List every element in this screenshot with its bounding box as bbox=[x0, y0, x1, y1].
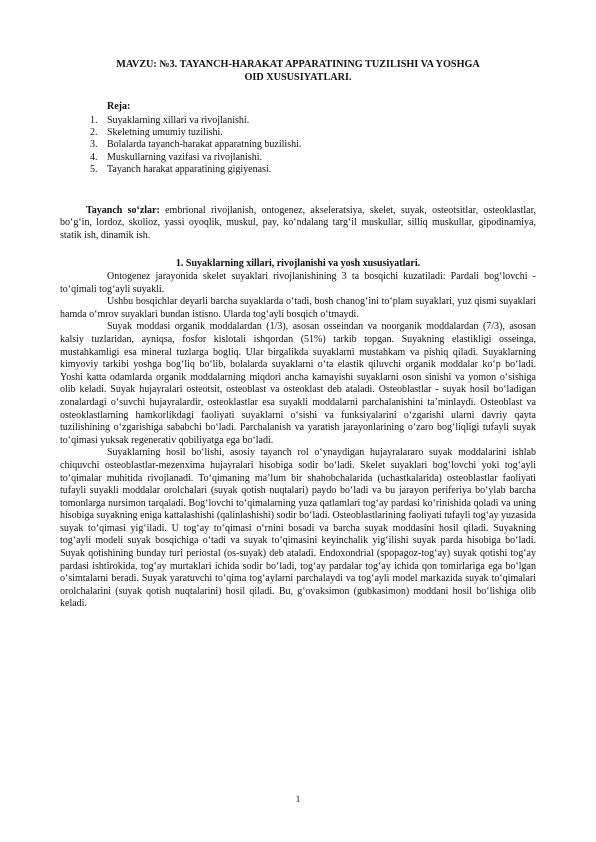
plan-item bbox=[90, 152, 536, 164]
plan-item-text: Skeletning umumiy tuzilishi. bbox=[107, 127, 223, 138]
plan-item bbox=[90, 127, 536, 139]
plan-item-number: 1. bbox=[90, 114, 98, 126]
plan-item-number: 4. bbox=[90, 151, 98, 163]
body-paragraph: Ontogenez jarayonida skelet suyaklari rivojlanishining 3 ta bosqichi kuzatiladi: Pardali bog‘lovchi - to‘qimali tog‘ayli suyakli. bbox=[60, 271, 536, 295]
plan-item-number: 3. bbox=[90, 139, 98, 151]
body-paragraph: Ushbu bosqichlar deyarli barcha suyaklarda o‘tadi, bosh chanog‘ini to‘plam suyaklari, yuz qismi suyaklari hamda o‘mrov suyaklari bundan istisno. Ularda tog‘ayli bosqich o‘tmaydi. bbox=[60, 296, 536, 320]
plan-list bbox=[90, 115, 536, 177]
plan-item-number: 2. bbox=[90, 127, 98, 138]
keywords-paragraph bbox=[60, 205, 536, 243]
section-heading: 1. Suyaklarning xillari, rivojlanishi va yosh xususiyatlari. bbox=[175, 258, 421, 270]
plan-item-text: Suyaklarning xillari va rivojlanishi. bbox=[107, 114, 250, 126]
plan-item bbox=[90, 139, 536, 151]
page-number: 1 bbox=[295, 794, 301, 804]
plan-item-text: Bolalarda tayanch-harakat apparatning buzilishi. bbox=[107, 139, 302, 151]
document-title bbox=[60, 58, 536, 84]
body-paragraph: Suyaklarning hosil bo‘lishi, asosiy tayanch rol o‘ynaydigan hujayralararo suyak moddalarini ishlab chiquvchi osteoblastlar-mezenxima hujayralari hisobiga sodir bo‘ladi. Skelet suyaklari bog‘lovchi yoki tog‘ayli to‘qimalar muhitida rivojlanadi. To‘qimaning ma’lum bir shahobchalarida (uchastkalarida) osteoblastlar faoliyati tufayli suyakli moddalar orolchalari (suyak qotish nuqtalari) paydo bo‘ladi va bu jarayon periferiya bo‘ylab barcha tomonlarga nursimon tarqaladi. Bog‘lovchi to‘qimalarning yuza qatlamlari tog‘ay pardasi ko‘rinishida qoladi va uning hisobiga suyakning eniga kattalashishi (qalinlashishi) sodir bo‘ladi. Osteoblastlarining faoliyati tufayli tog‘ay yuzasida suyak to‘qimasi yig‘iladi. U tog‘ay to‘qimasi o‘rnini bosadi va barcha suyak moddasini hosil qiladi. Suyakning tog‘ayli modeli suyak bosqichiga o‘tadi va suyak to‘qimasini keyinchalik yig‘ilishi suyak parda hisobiga bo‘ladi. Suyak qotishining bunday turi periostal (os-suyak) deb ataladi. Endoxondrial (spopagoz-tog‘ay) suyak qotishi tog‘ay pardasi ishtirokida, tog‘ay murtaklari ichida sodir bo‘ladi, tog‘ay pardalar tog‘ay ichida qon tomirlariga ega bo‘lgan o‘simtalarni beradi. Suyak yaratuvchi to‘qima tog‘aylarni parchalaydi va tog‘ayli model markazida suyak to‘qimalari orolchalarini (suyak qotish nuqtalarini) hosil qiladi. Bu, g‘ovaksimon (gubkasimon) moddani hosil bo‘lishiga olib keladi. bbox=[60, 447, 536, 610]
plan-item-text: Tayanch harakat apparatining gigiyenasi. bbox=[107, 164, 272, 176]
title-line-2: OID XUSUSIYATLARI. bbox=[244, 72, 352, 83]
plan-item-text: Muskullarning vazifasi va rivojlanishi. bbox=[107, 151, 262, 163]
plan-item bbox=[90, 164, 536, 176]
body-paragraph: Suyak moddasi organik moddalardan (1/3), asosan osseindan va noorganik moddalardan (7/3), asosan kalsiy tuzlaridan, ayniqsa, fosfor kislotali ishqordan (51%) tarkib topgan. Suyakning elastikligi osseinga, mustahkamligi esa mineral tuzlarga bogliq. Ular birgalikda suyaklarni mustahkam va pishiq qiladi. Suyaklarning kimyoviy tarkibi yoshga bog‘liq bo‘lib, bolalarda suyaklarni o‘ta elastik qiluvchi organik moddalar ko‘p bo‘ladi. Yoshi katta odamlarda organik moddalarning miqdori ancha kamayishi suyaklarni oson sinishi va yomon o‘sishiga olib keladi. Suyak hujayralari osteotsit, osteoblast va osteoklast deb ataladi. Osteoblastlar - suyak hosil bo‘ladigan zonalardagi o‘suvchi hujayralardir, osteoklastlar esa suyakli moddalarni parchalanishini ta’minlaydi. Osteoblast va osteoklastlarning hamkorlikdagi faoliyati suyaklarni o‘sishi va funksiyalarini o‘zgarishi ularni davriy qayta tuzilishining o‘zgarishiga sababchi bo‘ladi. Parchalanish va yaratish jarayonlarining o‘zaro bog‘liqligi tufayli suyak to‘qimasi yuksak regenerativ qobiliyatga ega bo‘ladi. bbox=[60, 321, 536, 446]
title-line-1: MAVZU: №3. TAYANCH-HARAKAT APPARATINING TUZILISHI VA YOSHGA bbox=[116, 59, 480, 70]
keywords-text: embrional rivojlanish, ontogenez, akseleratsiya, skelet, suyak, osteotsitlar, osteoklastlar, bo‘g‘in, lordoz, skolioz, yassi oyoqlik, muskul, pay, ko‘ndalang targ‘il muskullar, silliq muskullar, gipodinamiya, statik ish, dinamik ish. bbox=[60, 204, 537, 241]
plan-item bbox=[90, 115, 536, 127]
plan-item-number: 5. bbox=[90, 164, 98, 176]
keywords-label: Tayanch so‘zlar: bbox=[86, 204, 160, 216]
plan-heading: Reja: bbox=[107, 101, 131, 112]
